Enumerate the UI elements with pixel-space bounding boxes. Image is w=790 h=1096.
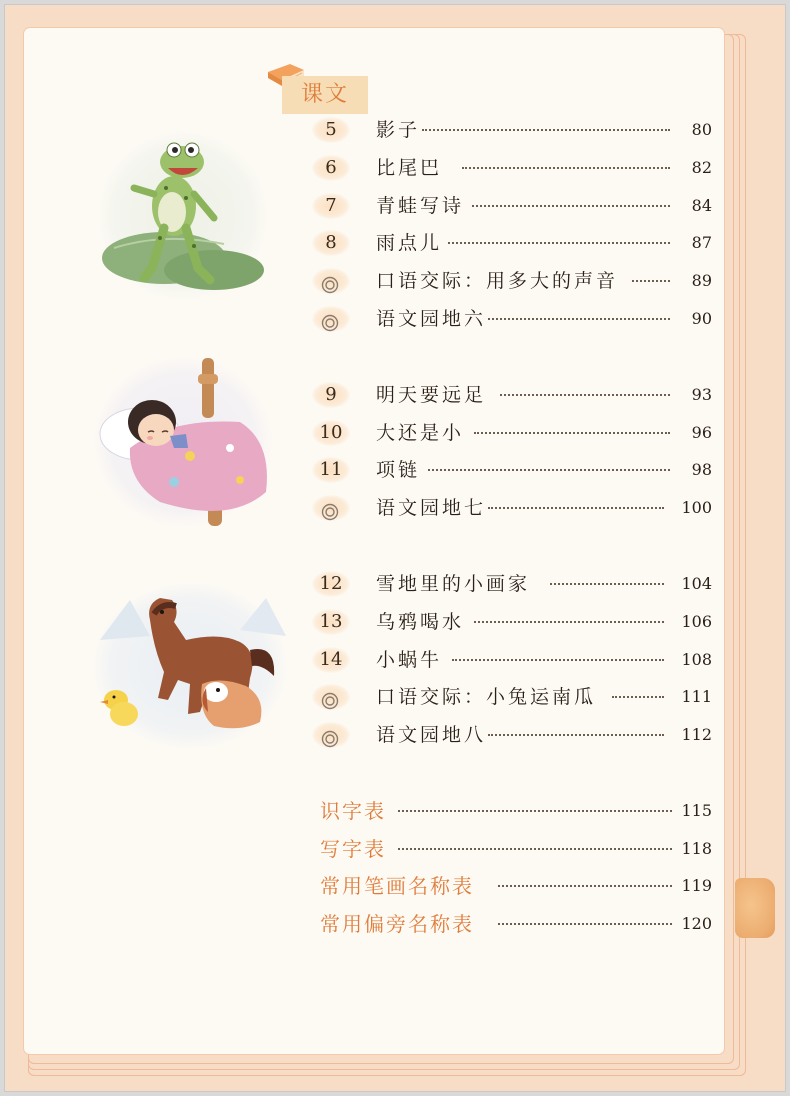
- lesson-title: 影子: [376, 113, 424, 147]
- page-number: 115: [681, 801, 712, 820]
- lesson-number-badge: 8: [312, 230, 350, 256]
- page-number: 118: [681, 839, 712, 858]
- toc-row[interactable]: [312, 605, 712, 639]
- dot-leader: [452, 659, 664, 661]
- toc-row[interactable]: [312, 302, 712, 336]
- section-marker-badge: [312, 495, 350, 521]
- page-number: 84: [691, 196, 712, 215]
- page-number: 93: [691, 385, 712, 404]
- lesson-title: 明天要远足: [376, 378, 490, 412]
- toc-row[interactable]: [312, 567, 712, 601]
- page-number: 100: [681, 498, 712, 517]
- lesson-number-badge: 14: [312, 647, 350, 673]
- lesson-title: 语文园地八: [376, 718, 490, 752]
- dot-leader: [428, 469, 670, 471]
- lesson-title: 口语交际：小兔运南瓜: [376, 680, 600, 714]
- toc-row[interactable]: [312, 680, 712, 714]
- page-number: 80: [691, 120, 712, 139]
- appendix-row[interactable]: [320, 832, 712, 866]
- toc-row[interactable]: [312, 378, 712, 412]
- page-number: 111: [681, 687, 712, 706]
- toc-row[interactable]: [312, 643, 712, 677]
- page-tab-marker: [735, 878, 775, 938]
- lesson-title: 小蜗牛: [376, 643, 446, 677]
- double-circle-icon: [321, 503, 339, 521]
- lesson-number-badge: 13: [312, 609, 350, 635]
- dot-leader: [474, 621, 664, 623]
- page-number: 89: [691, 271, 712, 290]
- dot-leader: [498, 923, 672, 925]
- dot-leader: [488, 318, 670, 320]
- lesson-number-badge: 6: [312, 155, 350, 181]
- dot-leader: [472, 205, 670, 207]
- dot-leader: [612, 696, 664, 698]
- page-number: 119: [681, 876, 712, 895]
- double-circle-icon: [321, 692, 339, 710]
- dot-leader: [550, 583, 664, 585]
- lesson-number-badge: 11: [312, 457, 350, 483]
- dot-leader: [488, 507, 664, 509]
- toc-row[interactable]: [312, 491, 712, 525]
- appendix-title: 常用偏旁名称表: [320, 907, 478, 941]
- toc-row[interactable]: [312, 264, 712, 298]
- lesson-number-badge: 7: [312, 193, 350, 219]
- appendix-row[interactable]: [320, 869, 712, 903]
- page-number: 120: [681, 914, 712, 933]
- lesson-number-badge: 12: [312, 571, 350, 597]
- toc-row[interactable]: [312, 113, 712, 147]
- horse-dog-chick-illustration: [90, 580, 290, 752]
- appendix-title: 写字表: [320, 832, 390, 866]
- toc-row[interactable]: [312, 151, 712, 185]
- lesson-title: 语文园地六: [376, 302, 490, 336]
- lesson-title: 语文园地七: [376, 491, 490, 525]
- dot-leader: [462, 167, 670, 169]
- section-marker-badge: [312, 722, 350, 748]
- page-number: 90: [691, 309, 712, 328]
- section-header: [264, 60, 384, 114]
- section-marker-badge: [312, 684, 350, 710]
- double-circle-icon: [321, 314, 339, 332]
- lesson-number-badge: 5: [312, 117, 350, 143]
- lesson-title: 雪地里的小画家: [376, 567, 534, 601]
- page-number: 106: [681, 612, 712, 631]
- double-circle-icon: [321, 730, 339, 748]
- section-marker-badge: [312, 306, 350, 332]
- lesson-title: 项链: [376, 453, 424, 487]
- page-number: 98: [691, 460, 712, 479]
- dot-leader: [632, 280, 670, 282]
- dot-leader: [398, 848, 672, 850]
- frog-illustration: [94, 128, 272, 304]
- dot-leader: [488, 734, 664, 736]
- toc-row[interactable]: [312, 416, 712, 450]
- toc-row[interactable]: [312, 189, 712, 223]
- lesson-title: 乌鸦喝水: [376, 605, 468, 639]
- page-number: 104: [681, 574, 712, 593]
- appendix-row[interactable]: [320, 907, 712, 941]
- lesson-title: 比尾巴: [376, 151, 446, 185]
- page-number: 112: [681, 725, 712, 744]
- page-number: 82: [691, 158, 712, 177]
- lesson-title: 雨点儿: [376, 226, 446, 260]
- lesson-title: 青蛙写诗: [376, 189, 468, 223]
- lesson-number-badge: 10: [312, 420, 350, 446]
- dot-leader: [422, 129, 670, 131]
- dot-leader: [398, 810, 672, 812]
- section-title: 课文: [282, 76, 368, 114]
- toc-row[interactable]: [312, 226, 712, 260]
- lesson-title: 口语交际：用多大的声音: [376, 264, 622, 298]
- page-number: 87: [691, 233, 712, 252]
- dot-leader: [448, 242, 670, 244]
- dot-leader: [500, 394, 670, 396]
- page-number: 96: [691, 423, 712, 442]
- appendix-title: 识字表: [320, 794, 390, 828]
- toc-row[interactable]: [312, 453, 712, 487]
- dot-leader: [474, 432, 670, 434]
- section-marker-badge: [312, 268, 350, 294]
- sleeping-girl-illustration: [90, 352, 276, 530]
- double-circle-icon: [321, 276, 339, 294]
- lesson-title: 大还是小: [376, 416, 468, 450]
- lesson-number-badge: 9: [312, 382, 350, 408]
- appendix-title: 常用笔画名称表: [320, 869, 478, 903]
- dot-leader: [498, 885, 672, 887]
- appendix-row[interactable]: [320, 794, 712, 828]
- page-number: 108: [681, 650, 712, 669]
- toc-row[interactable]: [312, 718, 712, 752]
